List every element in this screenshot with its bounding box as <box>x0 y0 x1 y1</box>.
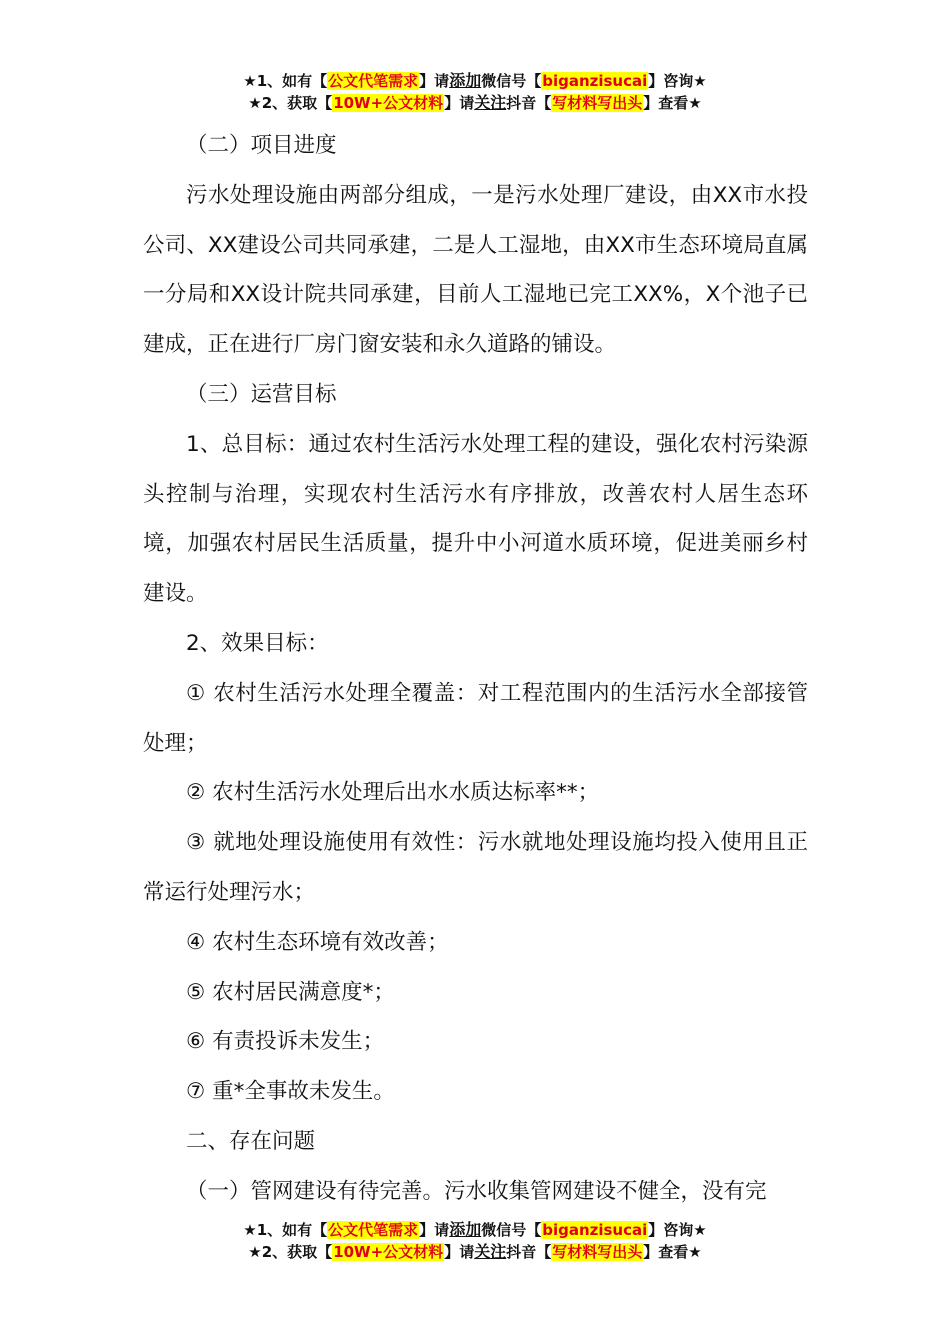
banner-text: 抖音【 <box>506 94 552 112</box>
banner-highlight: 公文代笔需求 <box>328 1221 419 1239</box>
footer-banner <box>0 1219 950 1263</box>
banner-text: 】咨询★ <box>648 72 707 90</box>
list-item: ② 农村生活污水处理后出水水质达标率**； <box>186 780 600 806</box>
header-banner <box>0 70 950 114</box>
banner-underline: 添加 <box>449 1220 482 1239</box>
banner-text: ★1、如有【 <box>243 1221 328 1239</box>
paragraph: 1、总目标：通过农村生活污水处理工程的建设，强化农村污染源头控制与治理，实现农村生活污水有序排放，改善农村人居生态环境，加强农村居民生活质量，提升中小河道水质环境，促进美丽乡村建设。 <box>143 431 808 607</box>
paragraph: （一）管网建设有待完善。污水收集管网建设不健全，没有完 <box>186 1178 767 1204</box>
banner-text: 】请 <box>444 94 475 112</box>
banner-text: 】咨询★ <box>648 1221 707 1239</box>
banner-line-1 <box>0 70 950 92</box>
section-heading: 二、存在问题 <box>186 1128 316 1154</box>
paragraph: 污水处理设施由两部分组成，一是污水处理厂建设，由XX市水投公司、XX建设公司共同承建，二是人工湿地，由XX市生态环境局直属一分局和XX设计院共同承建，目前人工湿地已完工XX%，X个池子已建成，正在进行厂房门窗安装和永久道路的铺设。 <box>143 182 808 358</box>
section-heading: （三）运营目标 <box>186 381 337 407</box>
banner-text: 抖音【 <box>506 1243 552 1261</box>
banner-text: ★1、如有【 <box>243 72 328 90</box>
list-item: ⑥ 有责投诉未发生； <box>186 1029 385 1055</box>
banner-highlight: 10W+公文材料 <box>333 1243 444 1261</box>
banner-text: 微信号【 <box>481 1221 542 1239</box>
list-item: ④ 农村生态环境有效改善； <box>186 929 449 955</box>
banner-text: 】查看★ <box>643 1243 702 1261</box>
banner-highlight: biganzisucai <box>542 1221 648 1239</box>
banner-text: 】请 <box>419 72 450 90</box>
banner-highlight: 写材料写出头 <box>552 1243 643 1261</box>
banner-line-2 <box>0 92 950 114</box>
banner-underline: 添加 <box>449 71 482 90</box>
banner-text: 】请 <box>444 1243 475 1261</box>
banner-underline: 关注 <box>474 93 507 112</box>
section-heading: （二）项目进度 <box>186 133 337 158</box>
banner-highlight: biganzisucai <box>542 72 648 90</box>
paragraph: 2、效果目标： <box>186 630 329 656</box>
banner-highlight: 写材料写出头 <box>552 94 643 112</box>
banner-line-2 <box>0 1241 950 1263</box>
list-item: ⑦ 重*全事故未发生。 <box>186 1079 395 1105</box>
banner-underline: 关注 <box>474 1242 507 1261</box>
banner-text: 】查看★ <box>643 94 702 112</box>
banner-text: ★2、获取【 <box>248 1243 333 1261</box>
banner-line-1 <box>0 1219 950 1241</box>
banner-highlight: 10W+公文材料 <box>333 94 444 112</box>
list-item: ③ 就地处理设施使用有效性：污水就地处理设施均投入使用且正常运行处理污水； <box>143 830 808 905</box>
banner-text: 】请 <box>419 1221 450 1239</box>
list-item: ⑤ 农村居民满意度*； <box>186 979 395 1005</box>
banner-highlight: 公文代笔需求 <box>328 72 419 90</box>
banner-text: 微信号【 <box>481 72 542 90</box>
document-body <box>143 121 808 1217</box>
list-item: ① 农村生活污水处理全覆盖：对工程范围内的生活污水全部接管处理； <box>143 680 808 756</box>
banner-text: ★2、获取【 <box>248 94 333 112</box>
